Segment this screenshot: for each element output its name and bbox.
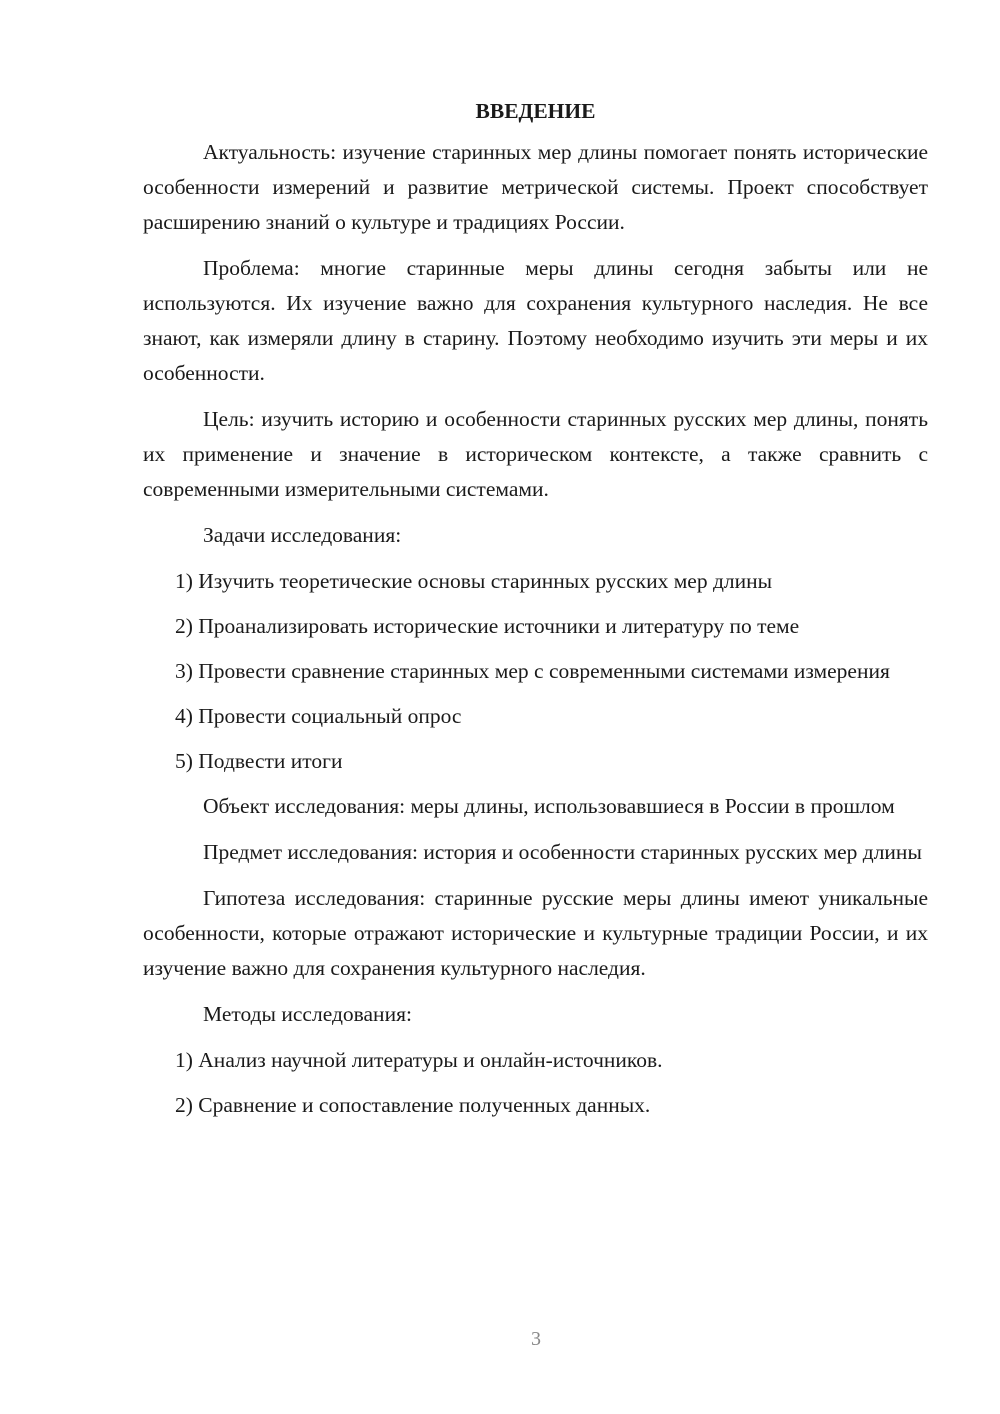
- goal-paragraph: Цель: изучить историю и особенности старинных русских мер длины, понять их применение и значение в историческом контексте, а также сравнить с современными измерительными системами.: [143, 407, 928, 501]
- hypothesis-paragraph: Гипотеза исследования: старинные русские меры длины имеют уникальные особенности, которые отражают исторические и культурные традиции России, и их изучение важно для сохранения культурного наследия.: [143, 886, 928, 980]
- problem-paragraph: Проблема: многие старинные меры длины сегодня забыты или не используются. Их изучение важно для сохранения культурного наследия. Не все знают, как измеряли длину в старину. Поэтому необходимо изучить эти меры и их особенности.: [143, 256, 928, 385]
- relevance-paragraph: Актуальность: изучение старинных мер длины помогает понять исторические особенности измерений и развитие метрической системы. Проект способствует расширению знаний о культуре и традициях России.: [143, 140, 928, 234]
- task-item-3: 3) Провести сравнение старинных мер с современными системами измерения: [175, 659, 890, 683]
- task-item-1: 1) Изучить теоретические основы старинных русских мер длины: [175, 569, 773, 593]
- subject-paragraph: Предмет исследования: история и особенности старинных русских мер длины: [203, 840, 922, 864]
- page-number: 3: [531, 1328, 541, 1350]
- document-page: [143, 94, 928, 1133]
- method-item-1: 1) Анализ научной литературы и онлайн-источников.: [175, 1048, 663, 1072]
- task-item-4: 4) Провести социальный опрос: [175, 704, 462, 728]
- object-paragraph: Объект исследования: меры длины, использовавшиеся в России в прошлом: [203, 794, 895, 818]
- tasks-heading: Задачи исследования:: [203, 523, 402, 547]
- task-item-5: 5) Подвести итоги: [175, 749, 343, 773]
- section-title: ВВЕДЕНИЕ: [475, 99, 596, 123]
- methods-heading: Методы исследования:: [203, 1002, 412, 1026]
- task-item-2: 2) Проанализировать исторические источники и литературу по теме: [175, 614, 800, 638]
- method-item-2: 2) Сравнение и сопоставление полученных данных.: [175, 1093, 651, 1117]
